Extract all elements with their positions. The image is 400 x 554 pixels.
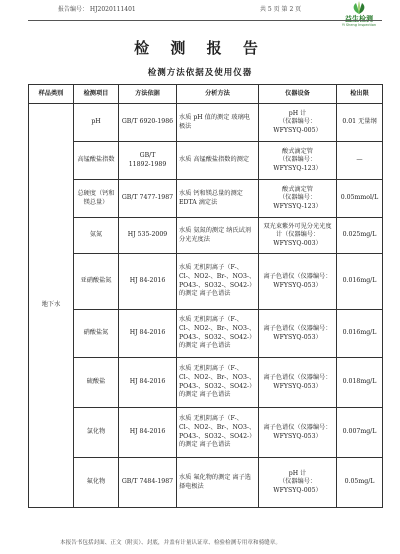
table-row (29, 142, 383, 180)
cell-analysis: 水质 氨氮的测定 纳氏试剂分光光度法 (177, 218, 259, 254)
cell-method: GB/T 6920-1986 (119, 104, 177, 142)
cell-instrument: pH 计 （仪器编号： WFYSYQ-005） (259, 458, 337, 508)
cell-item: 硝酸盐氮 (74, 310, 119, 358)
cell-method: HJ 84-2016 (119, 254, 177, 310)
table-row (29, 180, 383, 218)
header-limit: 检出限 (337, 85, 383, 104)
cell-method: HJ 84-2016 (119, 310, 177, 358)
cell-method: HJ 84-2016 (119, 358, 177, 408)
method-table (28, 84, 383, 508)
cell-analysis: 水质 高锰酸盐指数的测定 (177, 142, 259, 180)
company-logo (337, 1, 381, 27)
sample-category-cell: 地下水 (29, 104, 74, 508)
cell-item: 总硬度（钙和镁总量） (74, 180, 119, 218)
cell-method: HJ 84-2016 (119, 408, 177, 458)
cell-item: pH (74, 104, 119, 142)
table-row (29, 310, 383, 358)
cell-limit: 0.007mg/L (337, 408, 383, 458)
cell-analysis: 水质 无机阴离子（F-、Cl-、NO2-、Br-、NO3-、PO43-、SO32-、SO42-）的测定 离子色谱法 (177, 408, 259, 458)
cell-limit: 0.01 无量纲 (337, 104, 383, 142)
cell-limit: — (337, 142, 383, 180)
header-category: 样品类别 (29, 85, 74, 104)
table-row (29, 254, 383, 310)
cell-instrument: 离子色谱仪（仪器编号： WFYSYQ-053） (259, 254, 337, 310)
cell-item: 亚硝酸盐氮 (74, 254, 119, 310)
cell-instrument: 离子色谱仪（仪器编号： WFYSYQ-053） (259, 408, 337, 458)
leaf-icon (350, 1, 368, 15)
header-item: 检测项目 (74, 85, 119, 104)
table-row (29, 408, 383, 458)
cell-item: 高锰酸盐指数 (74, 142, 119, 180)
cell-limit: 0.016mg/L (337, 310, 383, 358)
cell-item: 硫酸盐 (74, 358, 119, 408)
cell-method: GB/T 11892-1989 (119, 142, 177, 180)
cell-limit: 0.018mg/L (337, 358, 383, 408)
cell-analysis: 水质 氟化物的测定 离子选择电极法 (177, 458, 259, 508)
cell-method: GB/T 7477-1987 (119, 180, 177, 218)
cell-instrument: 酸式滴定管 （仪器编号： WFYSYQ-123） (259, 180, 337, 218)
cell-analysis: 水质 钙和镁总量的测定 EDTA 滴定法 (177, 180, 259, 218)
page-indicator: 共 5 页 第 2 页 (260, 6, 302, 13)
table-row (29, 358, 383, 408)
cell-analysis: 水质 无机阴离子（F-、Cl-、NO2-、Br-、NO3-、PO43-、SO32-、SO42-）的测定 离子色谱法 (177, 254, 259, 310)
cell-method: HJ 535-2009 (119, 218, 177, 254)
header-divider (28, 20, 382, 21)
cell-instrument: 酸式滴定管 （仪器编号： WFYSYQ-123） (259, 142, 337, 180)
cell-limit: 0.05mg/L (337, 458, 383, 508)
header-analysis: 分析方法 (177, 85, 259, 104)
cell-item: 氟化物 (74, 458, 119, 508)
header-method: 方法依据 (119, 85, 177, 104)
cell-instrument: pH 计 （仪器编号： WFYSYQ-005） (259, 104, 337, 142)
header-instrument: 仪器设备 (259, 85, 337, 104)
cell-limit: 0.016mg/L (337, 254, 383, 310)
table-row (29, 104, 383, 142)
logo-name-cn: 益生检测 (345, 15, 373, 23)
cell-limit: 0.05mmol/L (337, 180, 383, 218)
cell-analysis: 水质 pH 值的测定 玻璃电极法 (177, 104, 259, 142)
cell-instrument: 离子色谱仪（仪器编号： WFYSYQ-053） (259, 310, 337, 358)
logo-name-en: Yi Sheng Inspection (341, 23, 377, 27)
cell-method: GB/T 7484-1987 (119, 458, 177, 508)
page-title: 检 测 报 告 (134, 39, 266, 57)
cell-item: 氯化物 (74, 408, 119, 458)
cell-analysis: 水质 无机阴离子（F-、Cl-、NO2-、Br-、NO3-、PO43-、SO32-、SO42-）的测定 离子色谱法 (177, 358, 259, 408)
table-row (29, 218, 383, 254)
report-number: 报告编号： HJ2020111401 (58, 6, 136, 13)
cell-limit: 0.025mg/L (337, 218, 383, 254)
page-subtitle: 检测方法依据及使用仪器 (147, 68, 253, 78)
cell-item: 氨氮 (74, 218, 119, 254)
table-row (29, 458, 383, 508)
table-header-row (29, 85, 383, 104)
cell-analysis: 水质 无机阴离子（F-、Cl-、NO2-、Br-、NO3-、PO43-、SO32-、SO42-）的测定 离子色谱法 (177, 310, 259, 358)
cell-instrument: 双光束紫外可见分光光度计（仪器编号： WFYSYQ-003） (259, 218, 337, 254)
cell-instrument: 离子色谱仪（仪器编号： WFYSYQ-053） (259, 358, 337, 408)
footer-note: 本报告书包括封面、正文（附页）、封底，并盖有计量认证章、检验检测专用章和骑缝章。 (60, 540, 281, 546)
